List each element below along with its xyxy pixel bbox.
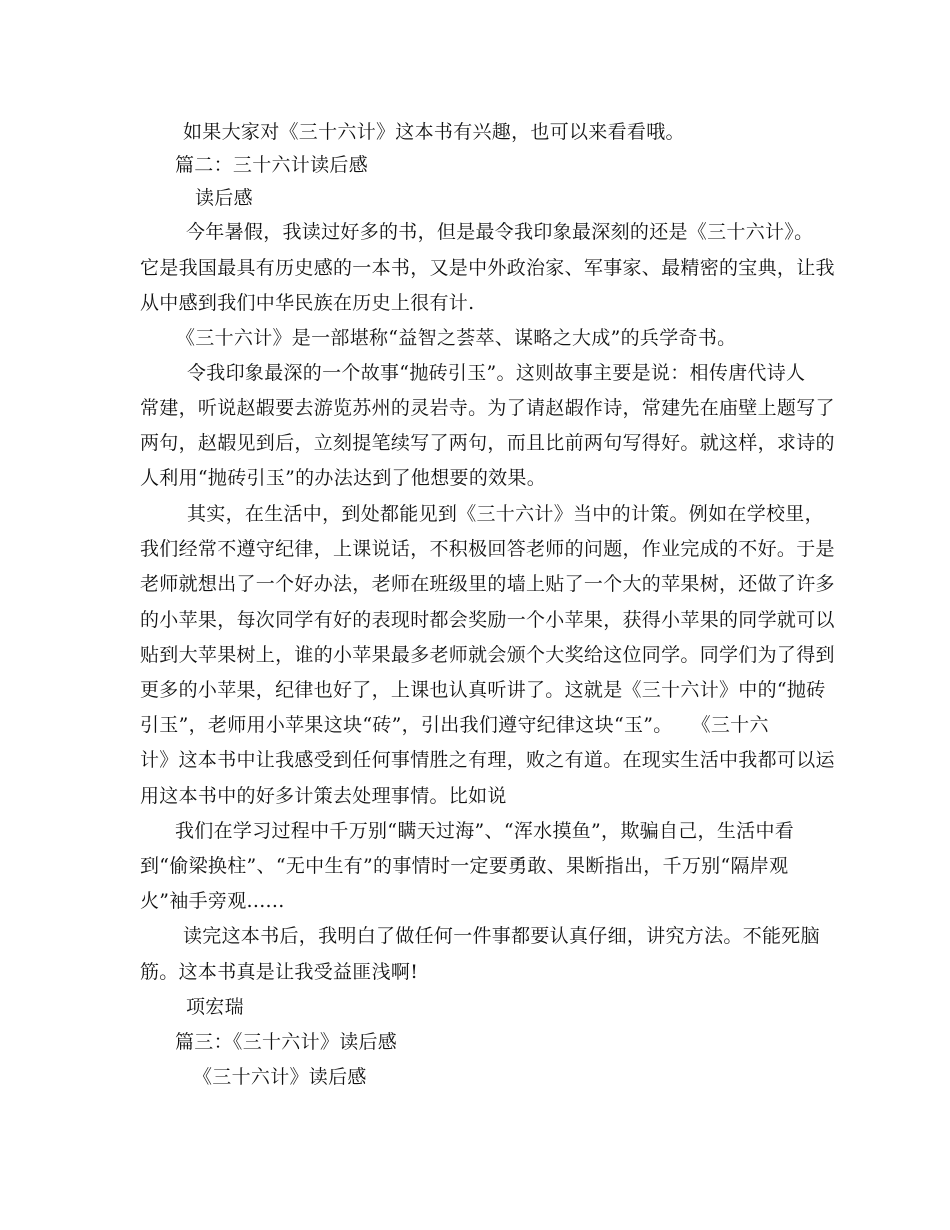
section-heading: 篇二：三十六计读后感 — [175, 154, 369, 176]
text-line: 到“偷梁换柱”、“无中生有”的事情时一定要勇敢、果断指出，千万别“隔岸观 — [140, 855, 789, 877]
text-line: 用这本书中的好多计策去处理事情。比如说 — [140, 785, 507, 807]
text-line: 两句，赵嘏见到后，立刻提笔续写了两句，而且比前两句写得好。就这样，求诗的 — [140, 432, 835, 454]
text-line: 老师就想出了一个好办法，老师在班级里的墙上贴了一个大的苹果树，还做了许多 — [140, 573, 835, 595]
text-line: 我们经常不遵守纪律，上课说话，不积极回答老师的问题，作业完成的不好。于是 — [140, 538, 835, 560]
text-line: 更多的小苹果，纪律也好了，上课也认真听讲了。这就是《三十六计》中的“抛砖 — [140, 679, 826, 701]
subheading: 《三十六计》读后感 — [193, 1066, 367, 1088]
text-line: 引玉”，老师用小苹果这块“砖”，引出我们遵守纪律这块“玉”。 《三十六 — [140, 714, 769, 736]
text-line: 筋。这本书真是让我受益匪浅啊! — [140, 961, 419, 983]
section-heading: 篇三：《三十六计》读后感 — [175, 1031, 398, 1053]
text-line: 《三十六计》是一部堪称“益智之荟萃、谋略之大成”的兵学奇书。 — [176, 327, 737, 349]
text-line: 令我印象最深的一个故事“抛砖引玉”。这则故事主要是说：相传唐代诗人 — [187, 362, 806, 384]
text-line: 它是我国最具有历史感的一本书，又是中外政治家、军事家、最精密的宝典，让我 — [140, 257, 835, 279]
text-line: 人利用“抛砖引玉”的办法达到了他想要的效果。 — [140, 467, 547, 489]
text-line: 的小苹果，每次同学有好的表现时都会奖励一个小苹果，获得小苹果的同学就可以 — [140, 609, 835, 631]
text-line: 今年暑假，我读过好多的书，但是最令我印象最深刻的还是《三十六计》。 — [186, 221, 814, 243]
text-line: 读完这本书后，我明白了做任何一件事都要认真仔细，讲究方法。不能死脑 — [183, 925, 820, 947]
text-line: 火”袖手旁观...... — [140, 890, 285, 912]
text-line: 从中感到我们中华民族在历史上很有计. — [140, 292, 475, 314]
text-line: 我们在学习过程中千万别“瞒天过海”、“浑水摸鱼”，欺骗自己，生活中看 — [175, 820, 795, 842]
text-line: 其实，在生活中，到处都能见到《三十六计》当中的计策。例如在学校里， — [187, 503, 824, 525]
text-line: 贴到大苹果树上，谁的小苹果最多老师就会颁个大奖给这位同学。同学们为了得到 — [140, 644, 835, 666]
text-line: 如果大家对《三十六计》这本书有兴趣，也可以来看看哦。 — [183, 121, 685, 143]
text-line: 计》这本书中让我感受到任何事情胜之有理，败之有道。在现实生活中我都可以运 — [140, 749, 835, 771]
subheading: 读后感 — [195, 187, 253, 209]
text-line: 常建，听说赵嘏要去游览苏州的灵岩寺。为了请赵嘏作诗，常建先在庙壁上题写了 — [140, 397, 835, 419]
author-name: 项宏瑞 — [186, 996, 244, 1018]
